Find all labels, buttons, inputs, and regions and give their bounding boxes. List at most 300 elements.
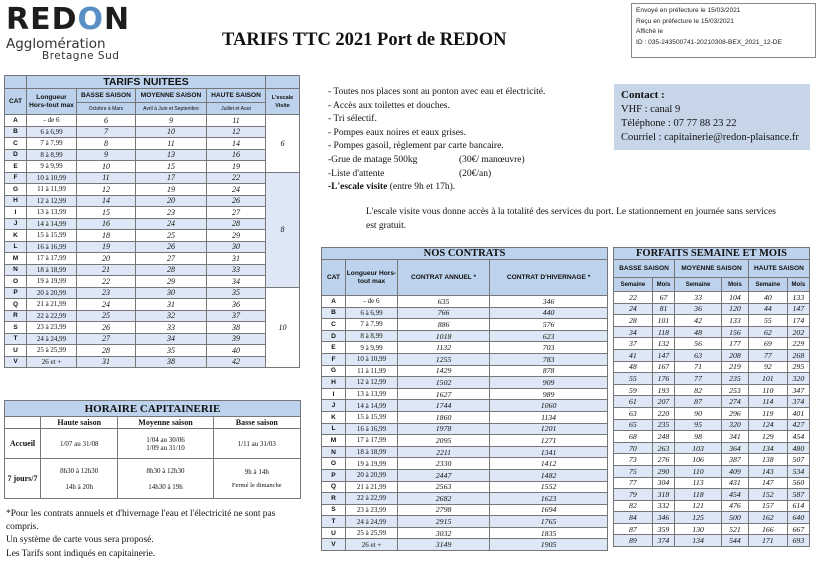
note-line: *Pour les contrats annuels et d'hivernage l'eau et l'électricité ne sont pas compris. — [6, 509, 276, 533]
table-cell: 44 — [748, 303, 787, 315]
table-cell: 152 — [748, 489, 787, 501]
horaire-moyenne-header: Moyenne saison — [118, 417, 213, 429]
table-cell: 290 — [652, 465, 674, 477]
logo-agglomeration-text: Agglomération — [6, 36, 106, 52]
table-cell: 23 à 23,99 — [27, 322, 77, 334]
table-cell: 12 — [207, 126, 266, 138]
table-cell: 21 à 21,99 — [27, 299, 77, 311]
table-cell: 101 — [748, 373, 787, 385]
table-cell: 36 — [675, 303, 722, 315]
table-cell: 24 — [77, 299, 136, 311]
table-cell: 440 — [490, 307, 608, 319]
table-cell: 521 — [722, 523, 749, 535]
table-cell: 544 — [722, 535, 749, 547]
table-cell: 295 — [787, 361, 809, 373]
contact-email[interactable]: Courriel : capitainerie@redon-plaisance.fr — [621, 132, 799, 143]
table-cell: 63 — [675, 349, 722, 361]
table-cell: 22 à 22,99 — [27, 310, 77, 322]
table-cell: 374 — [787, 396, 809, 408]
table-cell: 104 — [722, 292, 749, 304]
table-cell: 73 — [614, 454, 653, 466]
table-cell: 1482 — [490, 469, 608, 481]
table-cell: 125 — [675, 512, 722, 524]
table-cell: J — [322, 400, 346, 412]
table-cell: L — [322, 423, 346, 435]
table-row — [322, 400, 608, 412]
table-cell: 90 — [675, 407, 722, 419]
table-cell: 19 à 19,99 — [27, 276, 77, 288]
table-row — [614, 512, 810, 524]
table-cell: 235 — [652, 419, 674, 431]
table-cell: 34 — [135, 333, 206, 345]
table-cell: N — [5, 264, 27, 276]
service-item: - Pompes gasoil, règlement par carte bancaire. — [328, 141, 504, 152]
table-cell: 703 — [490, 342, 608, 354]
table-cell: 176 — [652, 373, 674, 385]
table-cell: 8 — [77, 138, 136, 150]
table-cell: 31 — [77, 356, 136, 368]
table-cell: 11 à 11,99 — [346, 365, 398, 377]
table-cell: 454 — [722, 489, 749, 501]
table-cell: 623 — [490, 330, 608, 342]
table-cell: 79 — [614, 489, 653, 501]
horaire-jours-label: 7 jours/7 — [5, 459, 41, 499]
table-cell: 27 — [77, 333, 136, 345]
table-cell: 886 — [398, 319, 490, 331]
table-cell: 130 — [675, 523, 722, 535]
table-cell: 387 — [722, 454, 749, 466]
table-cell: 134 — [675, 535, 722, 547]
table-row — [5, 287, 300, 299]
table-row — [614, 419, 810, 431]
table-cell: 1341 — [490, 446, 608, 458]
table-cell: 34 — [207, 276, 266, 288]
table-cell: 2798 — [398, 504, 490, 516]
table-row — [614, 442, 810, 454]
table-cell: 587 — [787, 489, 809, 501]
table-cell: 614 — [787, 500, 809, 512]
horaire-basse-dates: 1/11 au 31/03 — [213, 429, 300, 459]
table-cell: F — [322, 353, 346, 365]
table-cell: O — [5, 276, 27, 288]
table-cell: N — [322, 446, 346, 458]
horaire-haute-times: 8h30 à 12h30 14h à 20h — [41, 459, 118, 499]
table-cell: 42 — [675, 315, 722, 327]
table-row — [322, 435, 608, 447]
table-cell: 2447 — [398, 469, 490, 481]
table-row — [5, 322, 300, 334]
table-cell: 28 — [614, 315, 653, 327]
table-cell: 25 — [77, 310, 136, 322]
table-cell: 476 — [722, 500, 749, 512]
table-cell: 1018 — [398, 330, 490, 342]
table-cell: 26 et + — [27, 356, 77, 368]
horaire-basse-header: Basse saison — [213, 417, 300, 429]
table-cell: 17 — [135, 172, 206, 184]
table-row — [5, 126, 300, 138]
horaire-haute-header: Haute saison — [41, 417, 118, 429]
table-cell: 24 — [207, 184, 266, 196]
table-cell: 24 à 24,99 — [27, 333, 77, 345]
table-cell: 23 — [77, 287, 136, 299]
table-cell: 124 — [748, 419, 787, 431]
table-cell: 84 — [614, 512, 653, 524]
table-cell: 103 — [675, 442, 722, 454]
table-cell: 68 — [614, 431, 653, 443]
table-cell: 3032 — [398, 527, 490, 539]
service-item: - Pompes eaux noires et eaux grises. — [328, 127, 466, 138]
table-cell: 110 — [675, 465, 722, 477]
table-cell: - de 6 — [346, 296, 398, 308]
table-cell: 17 à 17,99 — [27, 253, 77, 265]
table-cell: 42 — [207, 356, 266, 368]
table-row — [5, 218, 300, 230]
table-cell: G — [322, 365, 346, 377]
contact-title: Contact : — [621, 89, 665, 101]
table-cell: 147 — [787, 303, 809, 315]
table-cell: 147 — [748, 477, 787, 489]
table-cell: 24 — [135, 218, 206, 230]
contrats-col-cat: CAT — [322, 260, 346, 296]
table-cell: 3149 — [398, 539, 490, 551]
contact-phone[interactable]: Téléphone : 07 77 88 23 22 — [621, 118, 737, 129]
table-cell: 341 — [722, 431, 749, 443]
table-cell: J — [5, 218, 27, 230]
table-cell: 38 — [135, 356, 206, 368]
table-cell: 9 à 9,99 — [27, 161, 77, 173]
table-row — [5, 253, 300, 265]
table-cell: 248 — [652, 431, 674, 443]
table-cell: 39 — [207, 333, 266, 345]
table-cell: 347 — [787, 384, 809, 396]
escale-value: 8 — [266, 172, 300, 287]
table-cell: 9 — [135, 115, 206, 127]
table-cell: 118 — [675, 489, 722, 501]
note-line: Un système de carte vous sera proposé. — [6, 535, 154, 546]
table-cell: 1060 — [490, 400, 608, 412]
table-cell: Q — [322, 481, 346, 493]
table-cell: I — [322, 388, 346, 400]
service-item: - Tri sélectif. — [328, 114, 377, 125]
table-cell: 35 — [135, 345, 206, 357]
table-cell: 28 — [135, 264, 206, 276]
table-cell: 507 — [787, 454, 809, 466]
table-cell: 18 — [77, 230, 136, 242]
table-cell: 92 — [748, 361, 787, 373]
table-cell: 296 — [722, 407, 749, 419]
table-cell: 14 — [207, 138, 266, 150]
table-cell: 29 — [207, 230, 266, 242]
table-cell: 156 — [722, 326, 749, 338]
table-cell: 70 — [614, 442, 653, 454]
table-cell: 1502 — [398, 377, 490, 389]
table-cell: 30 — [135, 287, 206, 299]
stamp-line: Envoyé en préfecture le 15/03/2021 — [636, 7, 741, 14]
table-cell: 55 — [614, 373, 653, 385]
table-cell: 1765 — [490, 516, 608, 528]
service-liste: -Liste d'attente (20€/an) — [328, 168, 492, 179]
table-cell: 143 — [748, 465, 787, 477]
table-cell: 77 — [675, 373, 722, 385]
table-cell: 6 — [77, 115, 136, 127]
table-row — [322, 469, 608, 481]
table-cell: 219 — [722, 361, 749, 373]
table-cell: 35 — [207, 287, 266, 299]
table-cell: 133 — [787, 292, 809, 304]
horaire-capitainerie-table — [4, 400, 301, 499]
table-row — [614, 407, 810, 419]
table-cell: T — [5, 333, 27, 345]
table-cell: L — [5, 241, 27, 253]
table-cell: 1623 — [490, 493, 608, 505]
table-cell: 26 — [207, 195, 266, 207]
forfaits-subheader: Mois — [787, 278, 809, 292]
sub-haute: Juillet et Aout — [207, 103, 266, 115]
table-cell: 166 — [748, 523, 787, 535]
table-cell: 11 à 11,99 — [27, 184, 77, 196]
table-cell: 7 à 7,99 — [346, 319, 398, 331]
forfaits-season-moyenne: MOYENNE SAISON — [675, 260, 749, 278]
table-row — [322, 481, 608, 493]
table-cell: H — [5, 195, 27, 207]
horaire-moyenne-times: 8h30 à 12h30 14h30 à 19h — [118, 459, 213, 499]
table-cell: 89 — [614, 535, 653, 547]
table-row — [614, 303, 810, 315]
table-row — [614, 349, 810, 361]
table-cell: E — [5, 161, 27, 173]
table-cell: 9 — [77, 149, 136, 161]
table-cell: 87 — [675, 396, 722, 408]
table-row — [5, 356, 300, 368]
table-cell: 20 — [77, 253, 136, 265]
table-cell: 1134 — [490, 411, 608, 423]
table-cell: 220 — [652, 407, 674, 419]
table-cell: V — [322, 539, 346, 551]
table-row — [5, 241, 300, 253]
table-cell: 19 — [135, 184, 206, 196]
table-row — [614, 315, 810, 327]
table-cell: 14 à 14,99 — [27, 218, 77, 230]
table-cell: T — [322, 516, 346, 528]
table-cell: 120 — [722, 303, 749, 315]
table-cell: 693 — [787, 535, 809, 547]
table-cell: 24 — [614, 303, 653, 315]
table-cell: 32 — [135, 310, 206, 322]
forfaits-title: FORFAITS SEMAINE ET MOIS — [614, 248, 810, 260]
table-cell: 77 — [614, 477, 653, 489]
contrats-col-annuel: CONTRAT ANNUEL * — [398, 260, 490, 296]
table-cell: P — [5, 287, 27, 299]
table-cell: S — [5, 322, 27, 334]
table-cell: 110 — [748, 384, 787, 396]
table-cell: 409 — [722, 465, 749, 477]
table-cell: 21 à 21,99 — [346, 481, 398, 493]
table-cell: 23 à 23,99 — [346, 504, 398, 516]
table-row — [5, 310, 300, 322]
forfaits-subheader: Semaine — [748, 278, 787, 292]
table-cell: C — [5, 138, 27, 150]
table-cell: 12 à 12,99 — [346, 377, 398, 389]
table-cell: 560 — [787, 477, 809, 489]
table-cell: 31 — [135, 299, 206, 311]
table-cell: 101 — [652, 315, 674, 327]
table-cell: 2330 — [398, 458, 490, 470]
table-row — [5, 138, 300, 150]
table-cell: 2095 — [398, 435, 490, 447]
table-cell: 75 — [614, 465, 653, 477]
table-cell: 6 à 6,99 — [27, 126, 77, 138]
table-cell: 10 à 10,99 — [346, 353, 398, 365]
forfaits-table — [613, 247, 810, 547]
table-cell: 67 — [652, 292, 674, 304]
table-cell: K — [5, 230, 27, 242]
table-cell: 500 — [722, 512, 749, 524]
horaire-moyenne-dates: 1/04 au 30/06 1/09 au 31/10 — [118, 429, 213, 459]
table-cell: 667 — [787, 523, 809, 535]
table-cell: R — [5, 310, 27, 322]
table-row — [322, 516, 608, 528]
table-row — [5, 115, 300, 127]
table-cell: 62 — [748, 326, 787, 338]
table-cell: 147 — [652, 349, 674, 361]
forfaits-subheader: Mois — [652, 278, 674, 292]
table-cell: 34 — [614, 326, 653, 338]
table-cell: 26 — [77, 322, 136, 334]
escale-value: 10 — [266, 287, 300, 368]
table-cell: M — [322, 435, 346, 447]
table-row — [614, 361, 810, 373]
forfaits-subheader: Mois — [722, 278, 749, 292]
table-cell: 320 — [787, 373, 809, 385]
table-cell: H — [322, 377, 346, 389]
horaire-haute-dates: 1/07 au 31/08 — [41, 429, 118, 459]
table-row — [5, 195, 300, 207]
table-cell: 138 — [748, 454, 787, 466]
table-row — [614, 523, 810, 535]
table-cell: 19 à 19,99 — [346, 458, 398, 470]
table-cell: 28 — [77, 345, 136, 357]
forfaits-subheader: Semaine — [614, 278, 653, 292]
table-cell: 17 à 17,99 — [346, 435, 398, 447]
table-cell: 332 — [652, 500, 674, 512]
table-row — [614, 465, 810, 477]
table-cell: 25 à 25,99 — [346, 527, 398, 539]
table-row — [5, 172, 300, 184]
col-haute: HAUTE SAISON — [207, 89, 266, 103]
table-row — [322, 319, 608, 331]
notes — [6, 508, 300, 561]
escale-value: 6 — [266, 115, 300, 173]
table-cell: 364 — [722, 442, 749, 454]
table-cell: 10 à 10,99 — [27, 172, 77, 184]
table-cell: 401 — [787, 407, 809, 419]
table-cell: 55 — [748, 315, 787, 327]
col-basse: BASSE SAISON — [77, 89, 136, 103]
table-cell: 2682 — [398, 493, 490, 505]
table-cell: 635 — [398, 296, 490, 308]
contrats-table — [321, 247, 608, 551]
table-cell: 12 — [77, 184, 136, 196]
table-row — [5, 299, 300, 311]
table-cell: 8 à 8,99 — [346, 330, 398, 342]
table-cell: 37 — [207, 310, 266, 322]
table-cell: 20 à 20,99 — [346, 469, 398, 481]
table-cell: 480 — [787, 442, 809, 454]
forfaits-season-basse: BASSE SAISON — [614, 260, 675, 278]
table-row — [5, 333, 300, 345]
table-cell: 29 — [135, 276, 206, 288]
table-cell: 174 — [787, 315, 809, 327]
col-cat: CAT — [5, 89, 27, 115]
table-row — [614, 384, 810, 396]
table-cell: 113 — [675, 477, 722, 489]
table-cell: 1744 — [398, 400, 490, 412]
table-cell: 7 à 7,99 — [27, 138, 77, 150]
table-cell: 276 — [652, 454, 674, 466]
table-cell: 427 — [787, 419, 809, 431]
table-row — [322, 539, 608, 551]
table-cell: 33 — [675, 292, 722, 304]
table-cell: P — [322, 469, 346, 481]
table-cell: 33 — [207, 264, 266, 276]
table-cell: 1201 — [490, 423, 608, 435]
table-cell: 18 à 18,99 — [27, 264, 77, 276]
table-cell: 82 — [675, 384, 722, 396]
table-cell: 81 — [652, 303, 674, 315]
table-cell: 121 — [675, 500, 722, 512]
table-cell: Q — [5, 299, 27, 311]
table-cell: 71 — [675, 361, 722, 373]
table-cell: 14 — [77, 195, 136, 207]
table-cell: 106 — [675, 454, 722, 466]
table-cell: 16 — [207, 149, 266, 161]
table-cell: 1835 — [490, 527, 608, 539]
table-cell: 1694 — [490, 504, 608, 516]
table-cell: B — [322, 307, 346, 319]
table-cell: 16 — [77, 218, 136, 230]
table-cell: 10 — [135, 126, 206, 138]
table-cell: 30 — [207, 241, 266, 253]
table-cell: 19 — [77, 241, 136, 253]
table-cell: 13 — [135, 149, 206, 161]
table-cell: 909 — [490, 377, 608, 389]
table-cell: 9 à 9,99 — [346, 342, 398, 354]
table-cell: 118 — [652, 326, 674, 338]
table-cell: 23 — [135, 207, 206, 219]
table-row — [614, 373, 810, 385]
table-cell: U — [322, 527, 346, 539]
table-cell: 16 à 16,99 — [346, 423, 398, 435]
contrats-col-hivernage: CONTRAT D'HIVERNAGE * — [490, 260, 608, 296]
table-row — [322, 504, 608, 516]
table-cell: 38 — [207, 322, 266, 334]
table-cell: U — [5, 345, 27, 357]
table-row — [322, 493, 608, 505]
table-cell: 7 — [77, 126, 136, 138]
table-row — [322, 458, 608, 470]
table-cell: 576 — [490, 319, 608, 331]
table-cell: 20 à 20,99 — [27, 287, 77, 299]
table-cell: 15 — [135, 161, 206, 173]
table-cell: 48 — [614, 361, 653, 373]
table-cell: C — [322, 319, 346, 331]
table-row — [5, 345, 300, 357]
contact-vhf: VHF : canal 9 — [621, 104, 681, 115]
table-cell: 37 — [614, 338, 653, 350]
redon-logo — [6, 2, 144, 67]
table-cell: 27 — [207, 207, 266, 219]
table-cell: 11 — [207, 115, 266, 127]
